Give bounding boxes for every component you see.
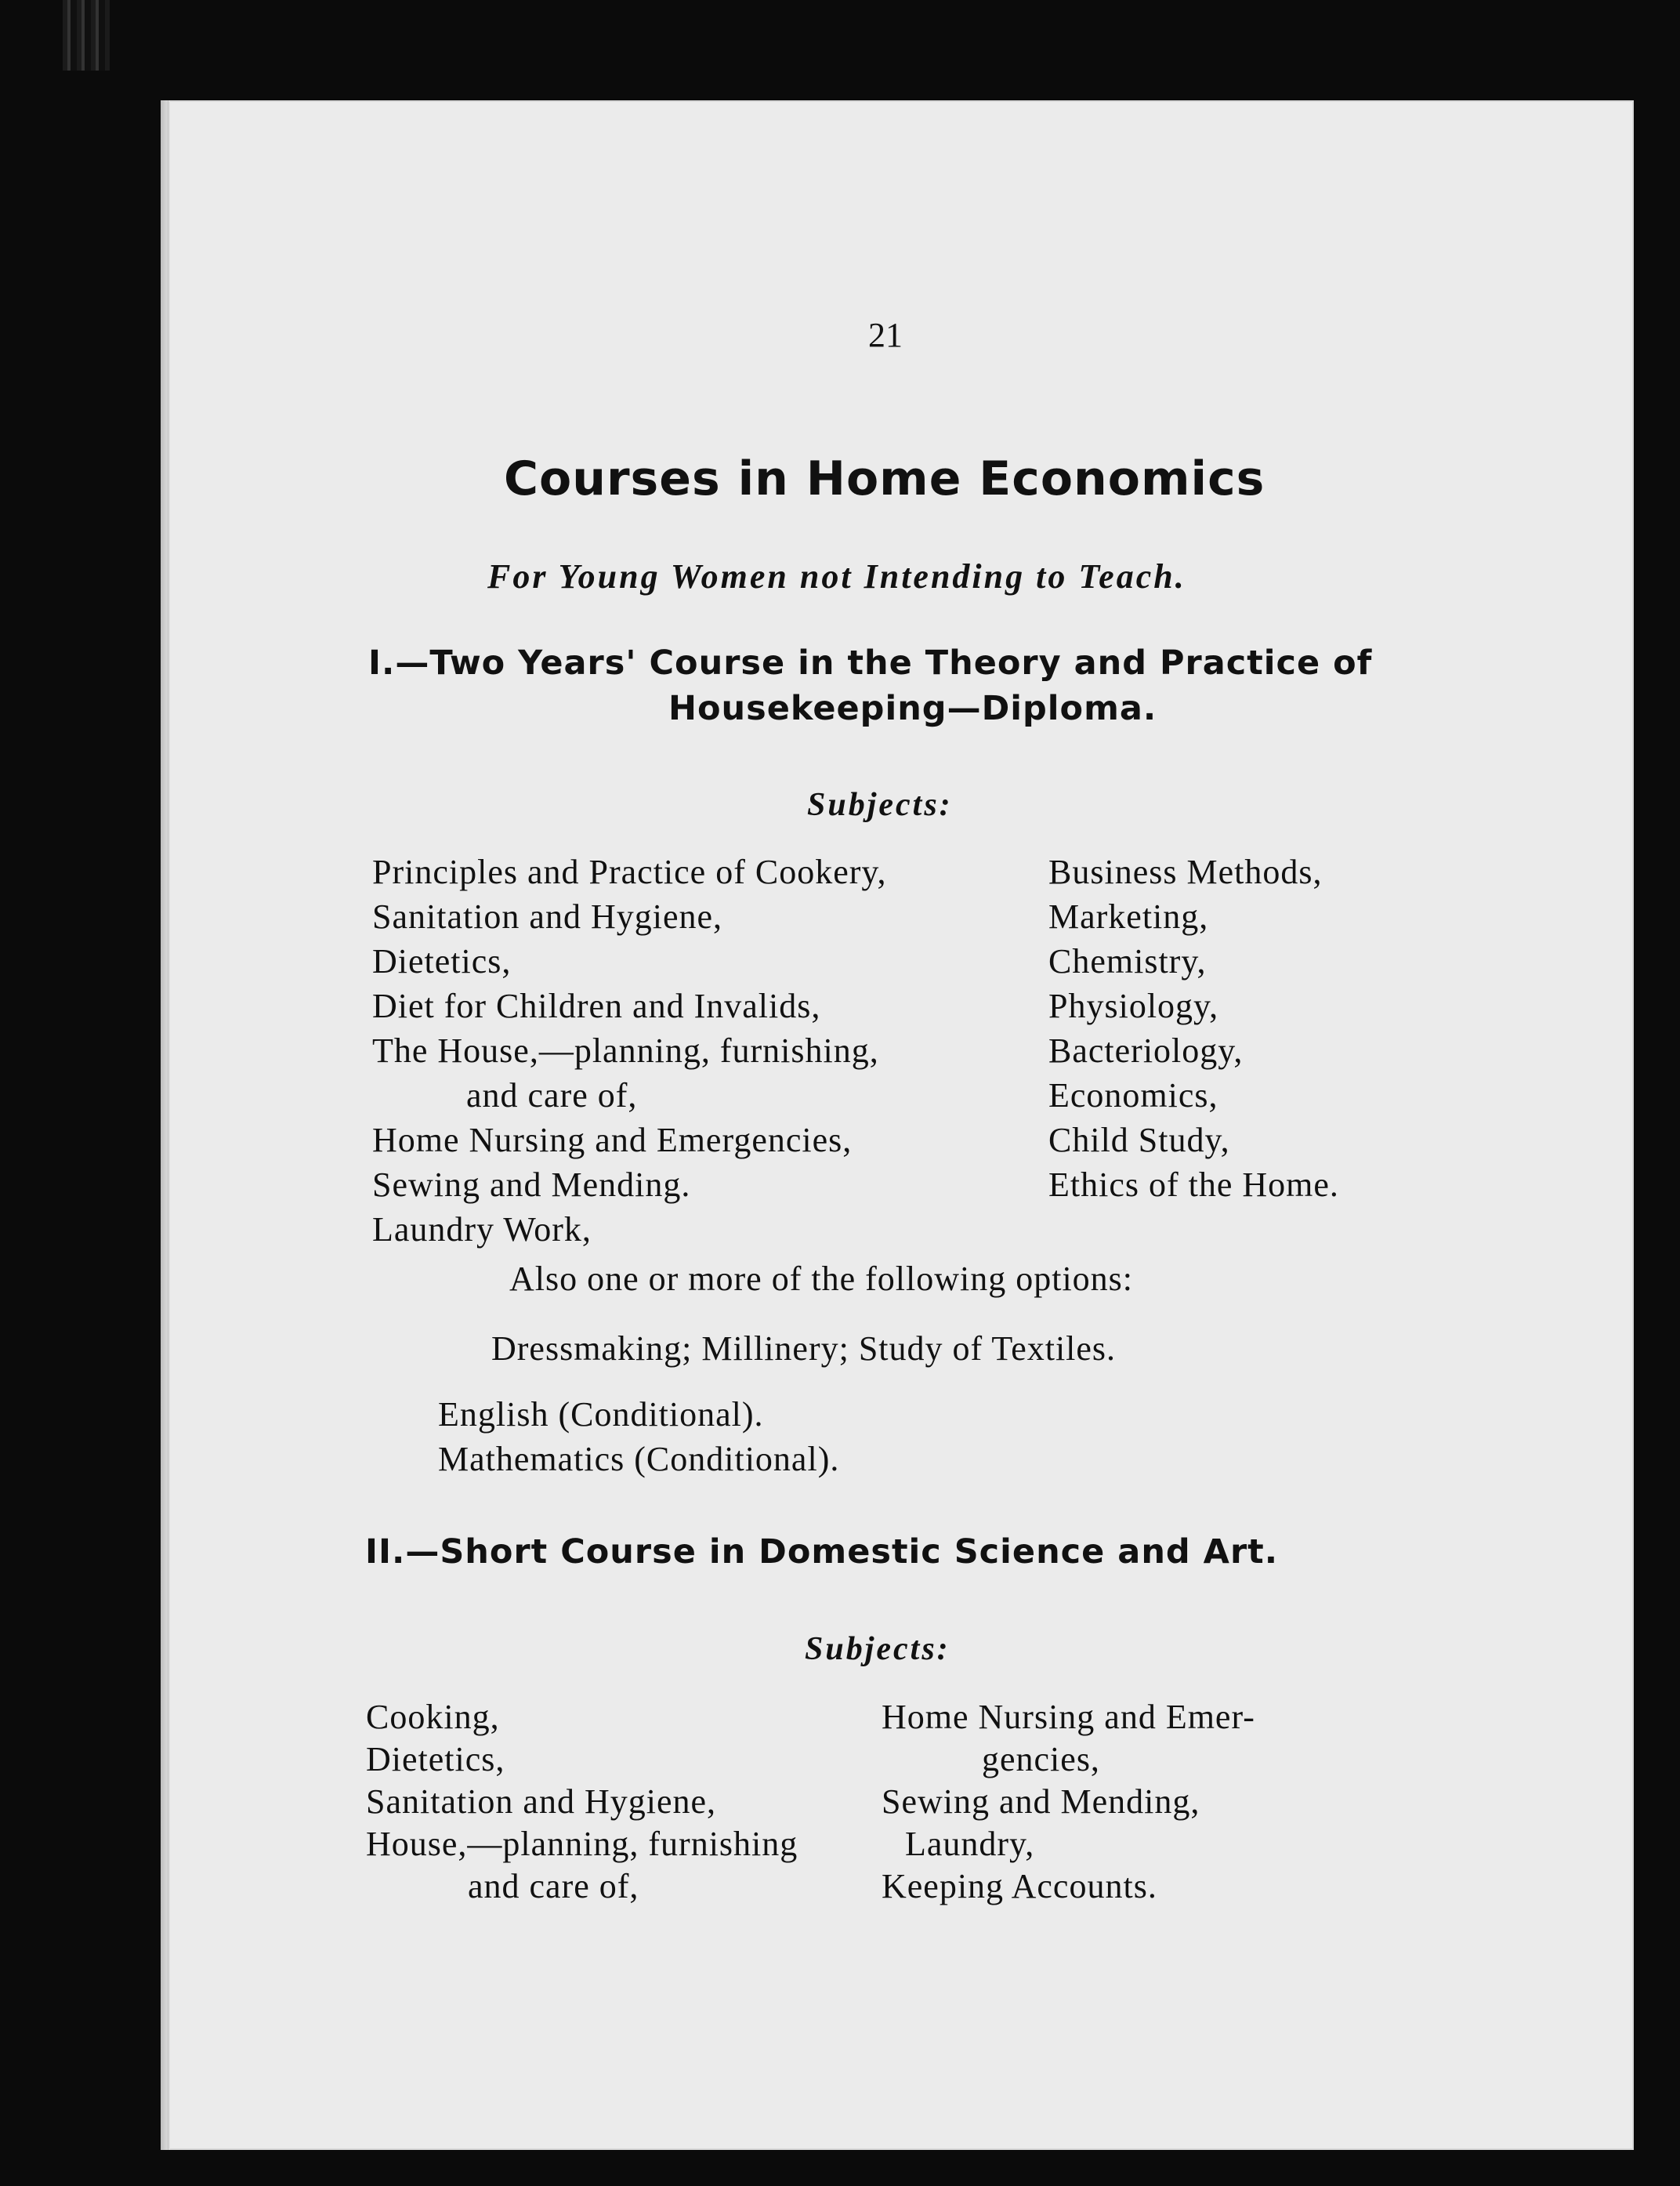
subject-continuation-text: gencies, [982, 1740, 1100, 1778]
conditional-subject: Mathematics (Conditional). [438, 1440, 840, 1478]
subject-item: Physiology, [1048, 987, 1219, 1025]
subject-item-continuation [882, 1738, 1255, 1781]
course1-subjects-label: Subjects: [807, 787, 953, 823]
page-number: 21 [868, 316, 903, 354]
subject-item: Dietetics, [366, 1740, 505, 1778]
subject-item: Marketing, [1048, 897, 1209, 936]
course1-heading-line2: Housekeeping—Diploma. [668, 689, 1157, 728]
subject-item: Home Nursing and Emer- [882, 1698, 1255, 1736]
subject-item: Laundry, [905, 1825, 1035, 1863]
course2-left-subject-list [366, 1696, 798, 1908]
options-list: Dressmaking; Millinery; Study of Textiles. [491, 1329, 1117, 1368]
subject-item: House,—planning, furnishing [366, 1825, 798, 1863]
subject-item: Laundry Work, [372, 1210, 592, 1249]
subject-item: Chemistry, [1048, 942, 1207, 981]
subject-item: Sewing and Mending. [372, 1166, 691, 1204]
subject-item-continuation [366, 1865, 798, 1908]
course2-heading: II.—Short Course in Domestic Science and Art. [365, 1532, 1279, 1572]
subject-item: The House,—planning, furnishing, [372, 1031, 879, 1070]
subject-item: Diet for Children and Invalids, [372, 987, 821, 1025]
page-title: Courses in Home Economics [504, 451, 1265, 506]
subject-item: Ethics of the Home. [1048, 1166, 1339, 1204]
subject-item: Sanitation and Hygiene, [366, 1782, 717, 1821]
subject-item: Business Methods, [1048, 853, 1323, 891]
scan-edge-artifact [63, 0, 110, 71]
subject-item: Dietetics, [372, 942, 512, 981]
conditional-subject-list [438, 1392, 839, 1481]
subject-item: Sewing and Mending, [882, 1782, 1200, 1821]
conditional-subject: English (Conditional). [438, 1395, 764, 1434]
course1-left-subject-list [372, 850, 887, 1252]
subject-item: Sanitation and Hygiene, [372, 897, 723, 936]
page-margin-line [167, 100, 169, 2150]
page-subtitle: For Young Women not Intending to Teach. [487, 557, 1186, 596]
course2-subjects-label: Subjects: [805, 1631, 950, 1667]
subject-continuation-text: and care of, [466, 1076, 638, 1115]
subject-item: Keeping Accounts. [882, 1867, 1157, 1905]
subject-item: Cooking, [366, 1698, 500, 1736]
course2-right-subject-list [882, 1696, 1255, 1908]
course1-right-subject-list [1048, 850, 1339, 1207]
subject-item: Economics, [1048, 1076, 1218, 1115]
course1-heading-line1: I.—Two Years' Course in the Theory and Practice of [368, 643, 1373, 683]
subject-item: Principles and Practice of Cookery, [372, 853, 887, 891]
options-intro: Also one or more of the following options: [509, 1260, 1134, 1298]
subject-continuation-text: and care of, [468, 1867, 639, 1905]
subject-item: Child Study, [1048, 1121, 1230, 1159]
subject-item-continuation [372, 1073, 887, 1118]
subject-item: Home Nursing and Emergencies, [372, 1121, 853, 1159]
subject-item: Bacteriology, [1048, 1031, 1244, 1070]
